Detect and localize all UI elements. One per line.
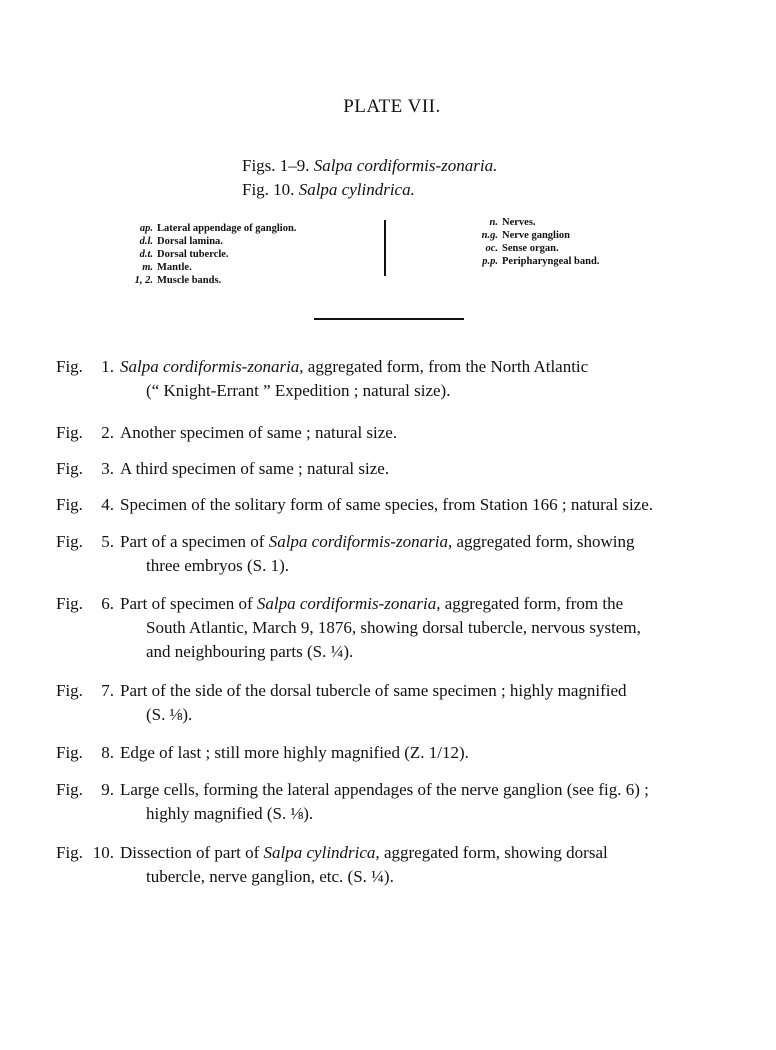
legend-abbr: d.l. <box>139 236 153 247</box>
legend-desc: Sense organ. <box>502 243 559 254</box>
legend-item <box>470 255 599 268</box>
legend-item <box>128 261 296 274</box>
figs-header-range: Figs. 1–9. <box>242 156 310 175</box>
fig-label: Fig. <box>56 681 83 700</box>
legend-item <box>128 235 296 248</box>
species-name: Salpa cordiformis-zonaria, <box>268 532 453 551</box>
figs-header-line-2 <box>242 180 415 200</box>
legend-right <box>470 216 599 268</box>
fig-label: Fig. <box>56 780 83 799</box>
section-rule <box>314 318 464 320</box>
species-name: Salpa cordiformis-zonaria, <box>256 594 441 613</box>
species-name: Salpa cylindrica, <box>263 843 380 862</box>
fig-label: Fig. <box>56 594 83 613</box>
legend-left <box>128 222 296 287</box>
fig-label: Fig. <box>56 495 83 514</box>
legend-abbr: d.t. <box>139 249 153 260</box>
fig-number: 10. <box>92 843 114 862</box>
fig-caption: A third specimen of same ; natural size. <box>120 459 390 478</box>
fig-number: 1. <box>101 357 114 376</box>
legend-abbr: p.p. <box>482 256 498 267</box>
fig-caption: Another specimen of same ; natural size. <box>120 423 398 442</box>
legend-item <box>128 274 296 287</box>
fig-number: 7. <box>101 681 114 700</box>
fig-caption: Large cells, forming the lateral appendages of the nerve ganglion (see fig. 6) ; highly magnified (S. ⅛). <box>120 780 649 823</box>
legend-item <box>470 229 599 242</box>
legend-abbr: n. <box>489 217 498 228</box>
fig-label: Fig. <box>56 843 83 862</box>
legend-abbr: m. <box>142 262 153 273</box>
fig-caption: Salpa cordiformis-zonaria, aggregated form, from the North Atlantic (“ Knight-Errant ” Expedition ; natural size). <box>120 357 589 400</box>
fig-number: 4. <box>101 495 114 514</box>
fig-number: 5. <box>101 532 114 551</box>
fig-label: Fig. <box>56 423 83 442</box>
fig-number: 6. <box>101 594 114 613</box>
legend-desc: Nerve ganglion <box>502 230 570 241</box>
legend-item <box>128 222 296 235</box>
legend-item <box>470 216 599 229</box>
plate-title: PLATE VII. <box>343 96 441 117</box>
figs-header-range: Fig. 10. <box>242 180 295 199</box>
figs-header-species: Salpa cordiformis-zonaria. <box>313 156 498 175</box>
legend-desc: Muscle bands. <box>157 275 222 286</box>
legend-desc: Dorsal tubercle. <box>157 249 229 260</box>
figs-header-line-1 <box>242 156 497 176</box>
fig-number: 9. <box>101 780 114 799</box>
fig-number: 8. <box>101 743 114 762</box>
legend-desc: Lateral appendage of ganglion. <box>157 223 297 234</box>
legend-desc: Dorsal lamina. <box>157 236 223 247</box>
legend-item <box>470 242 599 255</box>
fig-caption: Part of a specimen of Salpa cordiformis-zonaria, aggregated form, showing three embryos (S. 1). <box>120 532 635 575</box>
figs-header-species: Salpa cylindrica. <box>298 180 415 199</box>
fig-label: Fig. <box>56 357 83 376</box>
legend-desc: Peripharyngeal band. <box>502 256 600 267</box>
fig-caption: Specimen of the solitary form of same species, from Station 166 ; natural size. <box>120 495 654 514</box>
fig-caption: Part of the side of the dorsal tubercle of same specimen ; highly magnified (S. ⅛). <box>120 681 627 724</box>
legend-abbr: oc. <box>485 243 498 254</box>
fig-label: Fig. <box>56 459 83 478</box>
fig-number: 3. <box>101 459 114 478</box>
legend-abbr: 1, 2. <box>134 275 153 286</box>
fig-caption: Edge of last ; still more highly magnified (Z. 1/12). <box>120 743 469 762</box>
fig-number: 2. <box>101 423 114 442</box>
fig-label: Fig. <box>56 532 83 551</box>
legend-item <box>128 248 296 261</box>
legend-divider <box>384 220 386 276</box>
legend-desc: Nerves. <box>502 217 536 228</box>
legend-abbr: ap. <box>139 223 153 234</box>
legend-abbr: n.g. <box>481 230 498 241</box>
legend-desc: Mantle. <box>157 262 192 273</box>
fig-caption: Dissection of part of Salpa cylindrica, aggregated form, showing dorsal tubercle, nerve ganglion, etc. (S. ¼). <box>120 843 608 886</box>
species-name: Salpa cordiformis-zonaria, <box>120 357 304 376</box>
fig-label: Fig. <box>56 743 83 762</box>
fig-caption: Part of specimen of Salpa cordiformis-zonaria, aggregated form, from the South Atlantic, March 9, 1876, showing dorsal tubercle, nervous system, and neighbouring parts (S. ¼). <box>120 594 641 661</box>
